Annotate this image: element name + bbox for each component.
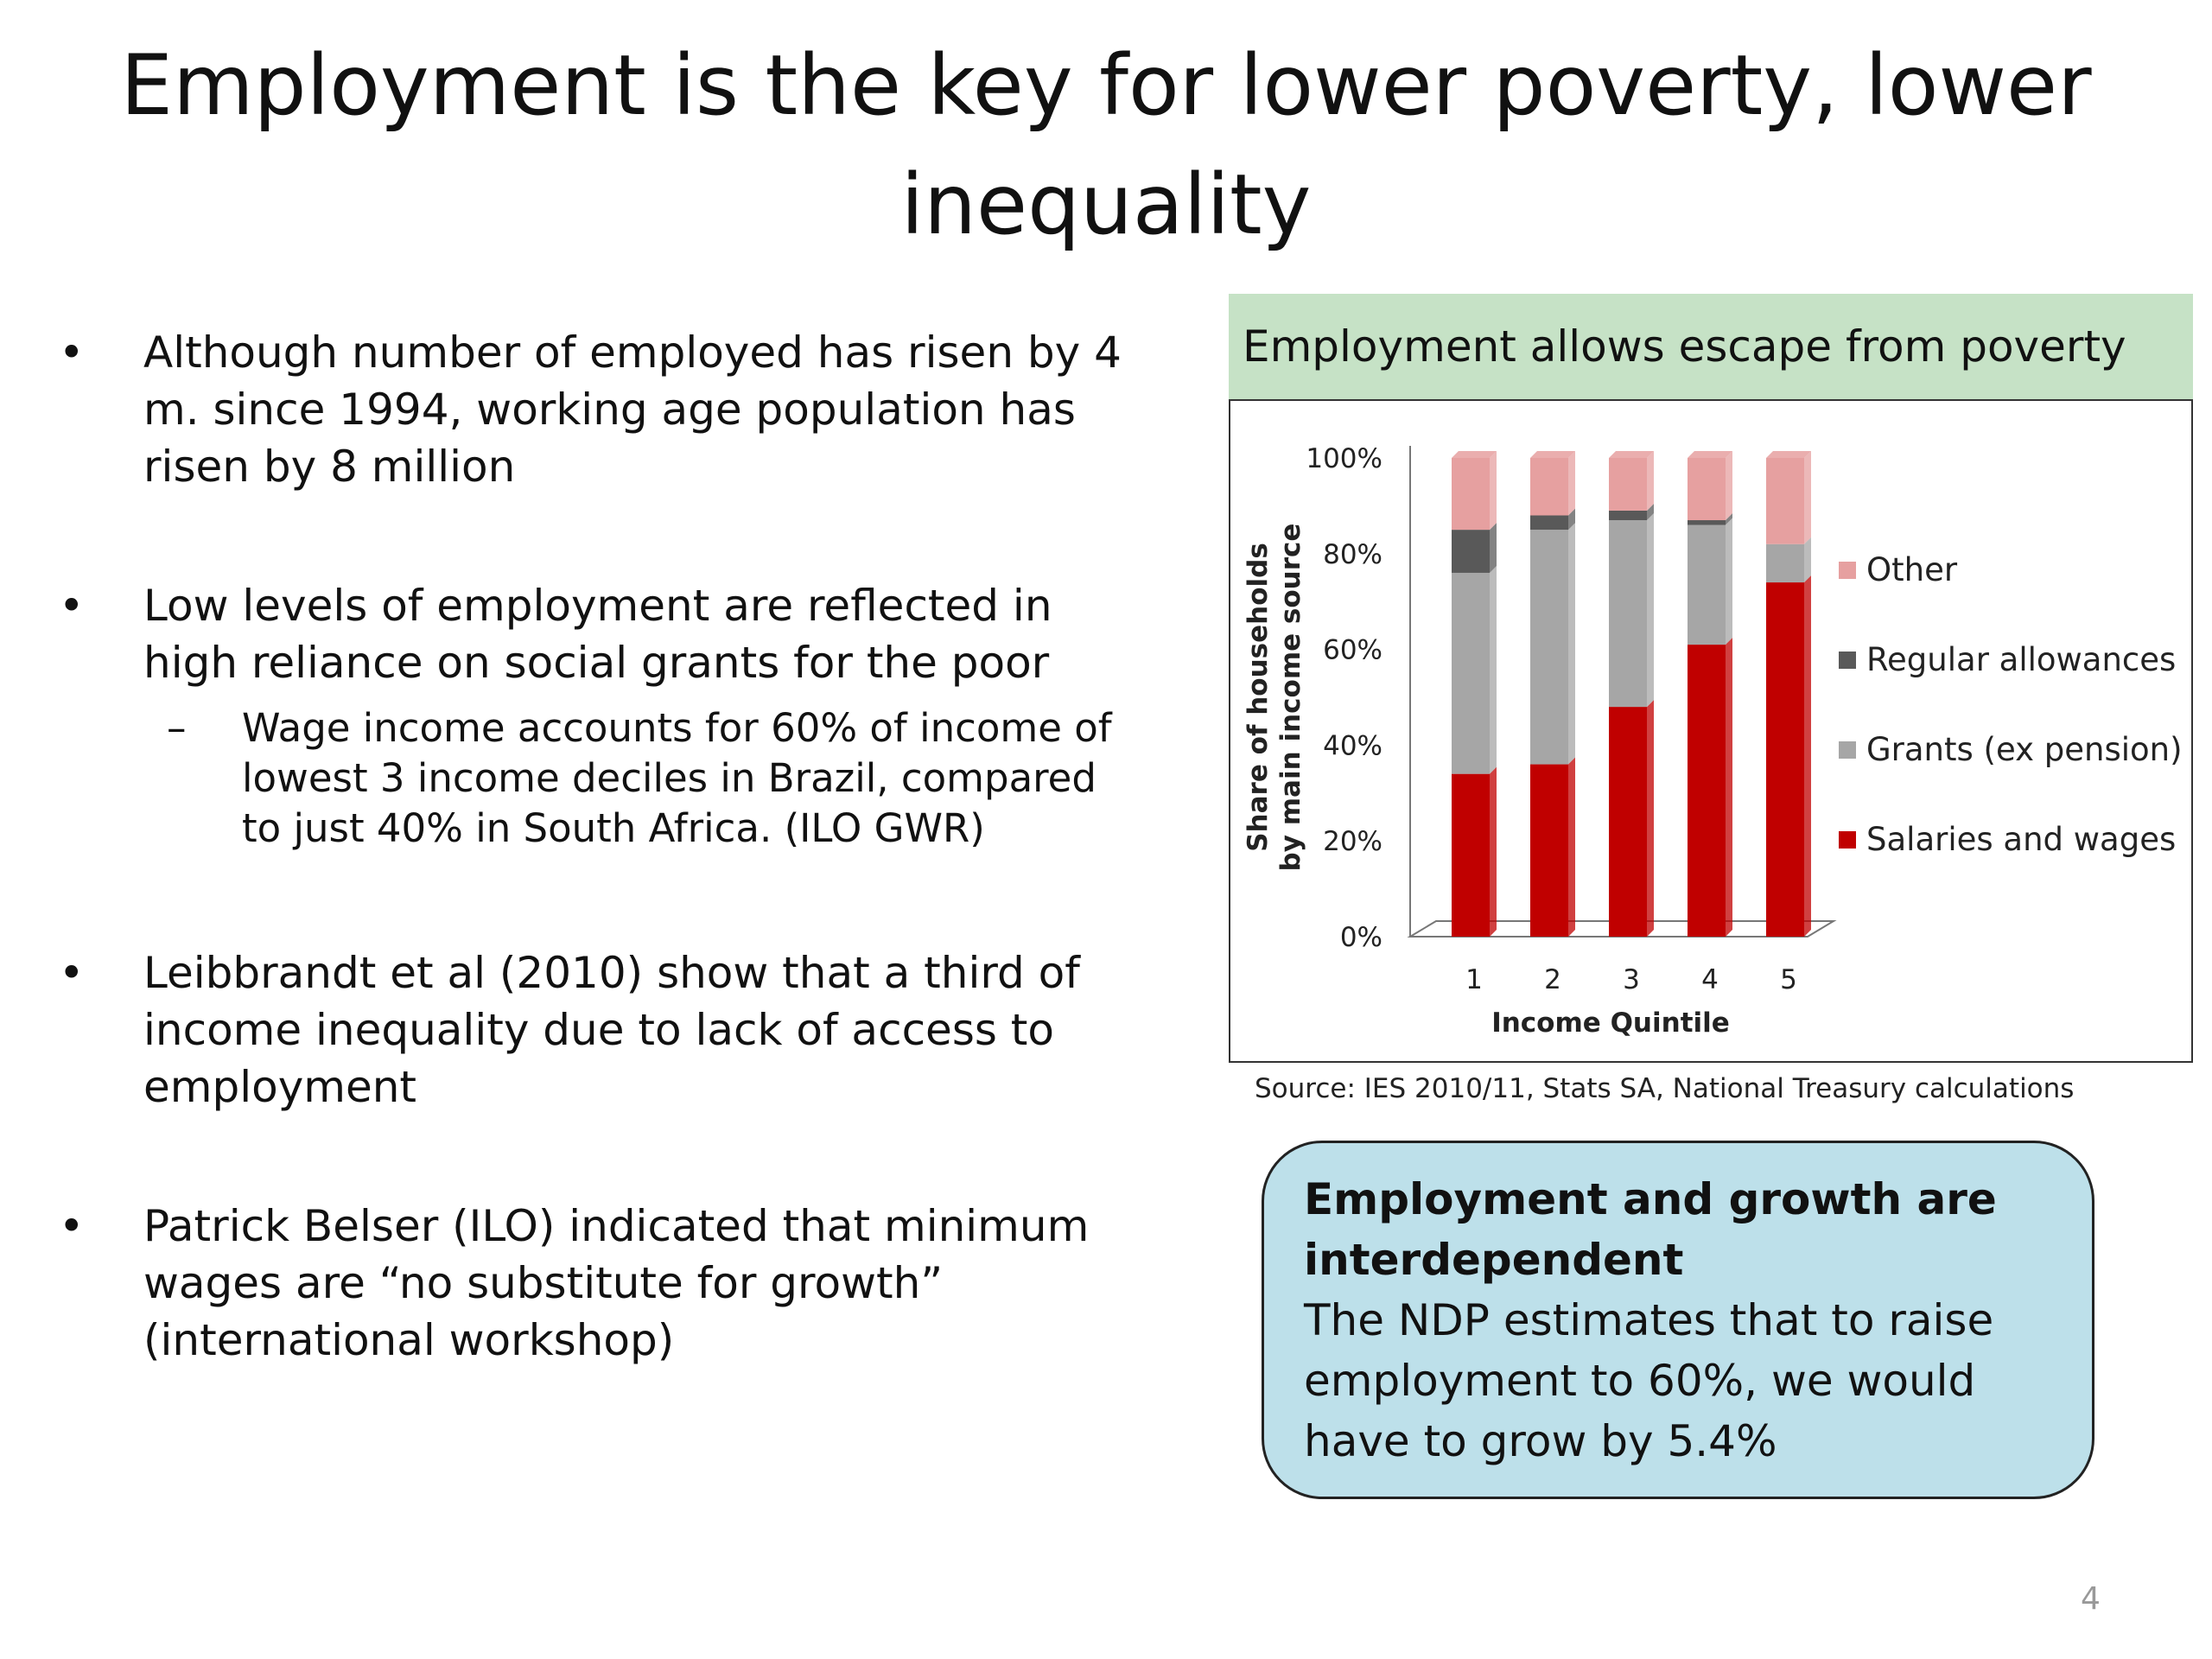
legend-label: Regular allowances xyxy=(1866,641,2177,678)
bullet-item xyxy=(52,1198,1132,1369)
bar-top-cap xyxy=(1609,451,1654,458)
y-tick-label: 20% xyxy=(1323,826,1382,858)
legend-label: Other xyxy=(1866,551,1958,588)
bar-segment-side xyxy=(1568,758,1575,937)
bar-segment xyxy=(1530,530,1568,764)
bullet-item xyxy=(52,577,1132,691)
bullet-text: Patrick Belser (ILO) indicated that minimum wages are “no substitute for growth” (international workshop) xyxy=(143,1201,1090,1365)
bar-segment-side xyxy=(1568,523,1575,764)
bar-segment xyxy=(1609,707,1647,937)
bar-segment xyxy=(1530,765,1568,937)
x-tick-label: 1 xyxy=(1465,964,1483,995)
legend-label: Grants (ex pension) xyxy=(1866,731,2183,768)
x-tick-label: 4 xyxy=(1701,964,1719,995)
bar-segment-side xyxy=(1804,537,1811,582)
x-tick-label: 3 xyxy=(1623,964,1640,995)
page-number: 4 xyxy=(2081,1581,2101,1617)
bullet-glyph: • xyxy=(59,1201,85,1251)
sub-bullet-text: Wage income accounts for 60% of income of lowest 3 income deciles in Brazil, compared to just 40% in South Africa. (ILO GWR) xyxy=(242,705,1112,851)
bar-segment-side xyxy=(1804,575,1811,937)
sub-bullet-glyph: – xyxy=(167,705,187,751)
bar-segment xyxy=(1688,458,1726,520)
legend-swatch xyxy=(1839,562,1856,579)
slide-title: Employment is the key for lower poverty, lower inequality xyxy=(120,37,2092,253)
bar-segment-side xyxy=(1490,566,1497,774)
bullet-glyph: • xyxy=(59,948,85,998)
bar-segment xyxy=(1688,520,1726,525)
chart-source: Source: IES 2010/11, Stats SA, National Treasury calculations xyxy=(1255,1073,2075,1104)
bar-segment xyxy=(1766,458,1804,544)
legend-swatch xyxy=(1839,831,1856,849)
bar-segment-side xyxy=(1726,451,1732,520)
bullet-glyph: • xyxy=(59,327,85,378)
y-axis-title-line2: by main income source xyxy=(1275,523,1306,872)
bar-top-cap xyxy=(1688,451,1732,458)
x-tick-label: 2 xyxy=(1544,964,1561,995)
bar-top-cap xyxy=(1766,451,1811,458)
bar-segment xyxy=(1766,582,1804,937)
x-tick-label: 5 xyxy=(1780,964,1797,995)
y-tick-label: 80% xyxy=(1323,538,1382,570)
bar-segment xyxy=(1688,525,1726,645)
bar-segment-side xyxy=(1568,451,1575,515)
x-axis-title: Income Quintile xyxy=(1491,1007,1730,1039)
bar-segment xyxy=(1688,645,1726,937)
bar-segment-side xyxy=(1490,767,1497,937)
bar-segment-side xyxy=(1490,451,1497,530)
legend-label: Salaries and wages xyxy=(1866,821,2177,858)
bar-segment xyxy=(1609,520,1647,707)
bullet-glyph: • xyxy=(59,581,85,631)
bar-segment xyxy=(1609,511,1647,520)
y-tick-label: 40% xyxy=(1323,730,1382,762)
bar-segment-side xyxy=(1804,451,1811,544)
chart-header: Employment allows escape from poverty xyxy=(1229,294,2193,399)
bar-segment xyxy=(1452,458,1490,530)
chart-frame xyxy=(1229,399,2193,1063)
y-tick-label: 100% xyxy=(1306,443,1382,474)
legend-swatch xyxy=(1839,652,1856,669)
bullet-item xyxy=(52,324,1132,495)
bullet-item xyxy=(52,944,1132,1116)
bar-segment xyxy=(1452,530,1490,573)
bar-segment xyxy=(1452,774,1490,937)
bullet-text: Low levels of employment are reflected in high reliance on social grants for the poor xyxy=(143,581,1052,688)
bullet-text: Although number of employed has risen by 4 m. since 1994, working age population has risen by 8 million xyxy=(143,327,1122,492)
y-axis-title-line1: Share of households xyxy=(1243,543,1274,852)
bar-top-cap xyxy=(1452,451,1497,458)
callout-box xyxy=(1262,1141,2094,1499)
legend-swatch xyxy=(1839,741,1856,759)
callout-body: The NDP estimates that to raise employment to 60%, we would have to grow by 5.4% xyxy=(1304,1295,1994,1466)
bar-segment xyxy=(1530,458,1568,515)
bar-segment-side xyxy=(1726,518,1732,645)
income-source-chart xyxy=(1230,401,2191,1061)
bar-segment xyxy=(1530,515,1568,530)
bar-top-cap xyxy=(1530,451,1575,458)
bar-segment xyxy=(1766,544,1804,582)
y-tick-label: 60% xyxy=(1323,634,1382,666)
bar-segment-side xyxy=(1647,513,1654,707)
y-tick-label: 0% xyxy=(1339,922,1382,953)
sub-bullet-item xyxy=(52,703,1132,854)
bar-segment xyxy=(1452,573,1490,774)
bar-segment-side xyxy=(1647,451,1654,511)
bar-segment-side xyxy=(1490,523,1497,573)
bullet-list xyxy=(52,324,1132,1369)
bar-segment xyxy=(1609,458,1647,511)
bar-segment-side xyxy=(1647,700,1654,937)
bar-segment-side xyxy=(1726,638,1732,937)
callout-heading: Employment and growth are interdependent xyxy=(1304,1174,1997,1285)
bullet-text: Leibbrandt et al (2010) show that a third of income inequality due to lack of access to employment xyxy=(143,948,1080,1112)
